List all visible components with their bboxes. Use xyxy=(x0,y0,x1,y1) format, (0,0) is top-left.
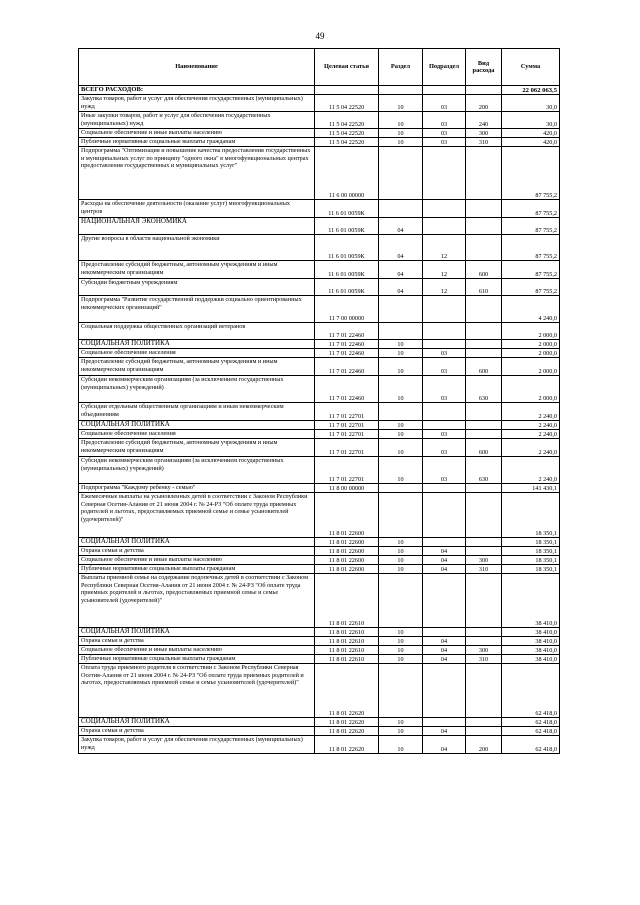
cell-section xyxy=(379,403,423,421)
cell-name: СОЦИАЛЬНАЯ ПОЛИТИКА xyxy=(79,538,315,547)
cell-target-code: 11 7 01 22701 xyxy=(315,421,379,430)
cell-sum: 2 240,0 xyxy=(502,430,560,439)
cell-expense-kind: 310 xyxy=(466,565,502,574)
header-name: Наименование xyxy=(79,49,315,86)
cell-expense-kind xyxy=(466,727,502,736)
cell-expense-kind xyxy=(466,628,502,637)
cell-expense-kind xyxy=(466,484,502,493)
table-row xyxy=(79,138,560,147)
cell-section: 10 xyxy=(379,349,423,358)
cell-target-code: 11 8 01 22610 xyxy=(315,628,379,637)
table-row xyxy=(79,484,560,493)
cell-section: 10 xyxy=(379,138,423,147)
cell-sum: 18 350,1 xyxy=(502,565,560,574)
cell-section: 10 xyxy=(379,439,423,457)
table-row xyxy=(79,261,560,279)
cell-target-code: 11 6 01 0059К xyxy=(315,200,379,218)
cell-target-code: 11 7 01 22701 xyxy=(315,439,379,457)
table-row xyxy=(79,112,560,129)
cell-subsection xyxy=(423,538,466,547)
cell-subsection: 12 xyxy=(423,235,466,261)
cell-expense-kind xyxy=(466,637,502,646)
cell-name: Социальное обеспечение населения xyxy=(79,349,315,358)
cell-expense-kind: 630 xyxy=(466,376,502,403)
cell-target-code: 11 8 01 22610 xyxy=(315,637,379,646)
cell-subsection xyxy=(423,628,466,637)
table-row xyxy=(79,279,560,296)
table-row xyxy=(79,439,560,457)
cell-expense-kind xyxy=(466,493,502,538)
table-row xyxy=(79,637,560,646)
cell-name: Закупка товаров, работ и услуг для обеспечения государственных (муниципальных) нужд xyxy=(79,95,315,112)
cell-target-code: 11 8 01 22600 xyxy=(315,547,379,556)
cell-name: Публичные нормативные социальные выплаты гражданам xyxy=(79,138,315,147)
cell-name: Субсидии отдельным общественным организациям и иным некоммерческим объединениям xyxy=(79,403,315,421)
table-row xyxy=(79,86,560,95)
cell-expense-kind: 600 xyxy=(466,439,502,457)
header-kind: Вид расхода xyxy=(466,49,502,86)
cell-sum: 18 350,1 xyxy=(502,547,560,556)
cell-target-code: 11 6 01 0059К xyxy=(315,279,379,296)
cell-section: 04 xyxy=(379,218,423,235)
cell-sum: 2 000,0 xyxy=(502,340,560,349)
cell-section xyxy=(379,296,423,323)
cell-target-code: 11 7 00 00000 xyxy=(315,296,379,323)
cell-section: 10 xyxy=(379,112,423,129)
cell-target-code: 11 8 00 00000 xyxy=(315,484,379,493)
cell-subsection: 04 xyxy=(423,565,466,574)
cell-sum: 87 755,2 xyxy=(502,218,560,235)
cell-sum: 420,0 xyxy=(502,129,560,138)
table-row xyxy=(79,718,560,727)
cell-subsection xyxy=(423,86,466,95)
cell-target-code: 11 8 01 22610 xyxy=(315,574,379,628)
cell-section xyxy=(379,200,423,218)
cell-name: СОЦИАЛЬНАЯ ПОЛИТИКА xyxy=(79,718,315,727)
cell-subsection: 03 xyxy=(423,439,466,457)
cell-target-code: 11 5 04 22520 xyxy=(315,129,379,138)
cell-subsection xyxy=(423,403,466,421)
cell-subsection: 03 xyxy=(423,129,466,138)
cell-subsection: 12 xyxy=(423,279,466,296)
cell-name: Оплата труда приемного родителя в соответствии с Законом Республики Северная Осетия-Алания от 21 июня 2004 г. № 24-РЗ "Об оплате труда приемных родителей и льготах, предоставляемых приемной семье и семье усыновителей (удочерителей)" xyxy=(79,664,315,718)
table-row xyxy=(79,218,560,235)
table-row xyxy=(79,349,560,358)
cell-name: Выплаты приемной семье на содержание подопечных детей в соответствии с Законом Республики Северная Осетия-Алания от 21 июня 2004 г. № 24-РЗ "Об оплате труда приемных родителей и льготах, предоставляемых приемной семье и семье усыновителей (удочерителей)" xyxy=(79,574,315,628)
cell-name: СОЦИАЛЬНАЯ ПОЛИТИКА xyxy=(79,628,315,637)
cell-subsection: 03 xyxy=(423,376,466,403)
table-body xyxy=(79,86,560,754)
cell-target-code: 11 6 01 0059К xyxy=(315,261,379,279)
cell-section: 10 xyxy=(379,376,423,403)
cell-name: Социальная поддержка общественных организаций ветеранов xyxy=(79,323,315,340)
table-row xyxy=(79,200,560,218)
cell-expense-kind: 300 xyxy=(466,646,502,655)
cell-expense-kind xyxy=(466,574,502,628)
cell-expense-kind xyxy=(466,235,502,261)
header-code: Целевая статья xyxy=(315,49,379,86)
cell-expense-kind: 300 xyxy=(466,129,502,138)
cell-sum: 2 000,0 xyxy=(502,323,560,340)
cell-expense-kind xyxy=(466,349,502,358)
cell-subsection xyxy=(423,574,466,628)
table-row xyxy=(79,376,560,403)
cell-expense-kind xyxy=(466,147,502,200)
cell-section xyxy=(379,147,423,200)
cell-subsection xyxy=(423,340,466,349)
cell-target-code: 11 7 01 22701 xyxy=(315,430,379,439)
cell-section: 10 xyxy=(379,556,423,565)
cell-sum: 2 240,0 xyxy=(502,439,560,457)
cell-section: 10 xyxy=(379,565,423,574)
cell-section: 04 xyxy=(379,235,423,261)
cell-name: Подпрограмма "Развитие государственной поддержки социально ориентированных некоммерческих организаций" xyxy=(79,296,315,323)
cell-expense-kind: 600 xyxy=(466,261,502,279)
cell-section: 04 xyxy=(379,279,423,296)
table-row xyxy=(79,147,560,200)
cell-subsection: 04 xyxy=(423,637,466,646)
cell-section: 10 xyxy=(379,129,423,138)
table-row xyxy=(79,565,560,574)
cell-name: Закупка товаров, работ и услуг для обеспечения государственных (муниципальных) нужд xyxy=(79,736,315,754)
cell-name: Подпрограмма "Каждому ребенку - семью" xyxy=(79,484,315,493)
cell-sum: 4 240,0 xyxy=(502,296,560,323)
cell-expense-kind xyxy=(466,296,502,323)
cell-section: 10 xyxy=(379,628,423,637)
cell-subsection xyxy=(423,484,466,493)
header-sum: Сумма xyxy=(502,49,560,86)
cell-section: 10 xyxy=(379,637,423,646)
cell-sum: 38 410,0 xyxy=(502,574,560,628)
cell-target-code: 11 8 01 22600 xyxy=(315,538,379,547)
cell-subsection xyxy=(423,664,466,718)
cell-section: 10 xyxy=(379,430,423,439)
cell-section: 10 xyxy=(379,736,423,754)
cell-name: Подпрограмма "Оптимизация и повышение качества предоставления государственных и муниципальных услуг по принципу "одного окна" в многофункциональных центрах предоставления государственных и муниципальных услуг" xyxy=(79,147,315,200)
cell-name: Расходы на обеспечение деятельности (оказание услуг) многофункциональных центров xyxy=(79,200,315,218)
cell-section: 10 xyxy=(379,457,423,484)
cell-target-code xyxy=(315,86,379,95)
cell-section: 10 xyxy=(379,547,423,556)
cell-subsection xyxy=(423,200,466,218)
cell-target-code: 11 7 01 22460 xyxy=(315,376,379,403)
cell-subsection xyxy=(423,718,466,727)
cell-subsection: 04 xyxy=(423,736,466,754)
cell-expense-kind: 610 xyxy=(466,279,502,296)
cell-sum: 2 000,0 xyxy=(502,358,560,376)
cell-name: Охрана семьи и детства xyxy=(79,727,315,736)
cell-section xyxy=(379,484,423,493)
cell-subsection xyxy=(423,218,466,235)
cell-sum: 87 755,2 xyxy=(502,200,560,218)
cell-section: 10 xyxy=(379,421,423,430)
cell-subsection: 03 xyxy=(423,457,466,484)
cell-target-code: 11 5 04 22520 xyxy=(315,112,379,129)
cell-target-code: 11 8 01 22620 xyxy=(315,718,379,727)
cell-name: Субсидии некоммерческим организациям (за исключением государственных (муниципальных) учреждений) xyxy=(79,457,315,484)
table-row xyxy=(79,556,560,565)
cell-subsection: 04 xyxy=(423,556,466,565)
table-header-row xyxy=(79,49,560,86)
cell-expense-kind xyxy=(466,547,502,556)
cell-target-code: 11 7 01 22701 xyxy=(315,457,379,484)
cell-sum: 2 240,0 xyxy=(502,403,560,421)
cell-expense-kind xyxy=(466,421,502,430)
cell-sum: 18 350,1 xyxy=(502,493,560,538)
table-row xyxy=(79,430,560,439)
table-row xyxy=(79,235,560,261)
cell-subsection xyxy=(423,421,466,430)
cell-target-code: 11 8 01 22620 xyxy=(315,736,379,754)
cell-subsection: 03 xyxy=(423,430,466,439)
cell-expense-kind xyxy=(466,218,502,235)
cell-section: 10 xyxy=(379,727,423,736)
cell-target-code: 11 5 04 22520 xyxy=(315,95,379,112)
cell-sum: 38 410,0 xyxy=(502,646,560,655)
cell-expense-kind xyxy=(466,340,502,349)
cell-target-code: 11 8 01 22610 xyxy=(315,655,379,664)
cell-name: Предоставление субсидий бюджетным, автономным учреждениям и иным некоммерческим организациям xyxy=(79,261,315,279)
cell-subsection: 03 xyxy=(423,138,466,147)
cell-sum: 141 430,1 xyxy=(502,484,560,493)
cell-sum: 87 755,2 xyxy=(502,147,560,200)
cell-target-code: 11 8 01 22610 xyxy=(315,646,379,655)
cell-sum: 38 410,0 xyxy=(502,655,560,664)
cell-name: Социальное обеспечение и иные выплаты населению xyxy=(79,556,315,565)
table-row xyxy=(79,547,560,556)
table-row xyxy=(79,129,560,138)
cell-expense-kind xyxy=(466,86,502,95)
table-row xyxy=(79,646,560,655)
cell-section: 10 xyxy=(379,358,423,376)
cell-sum: 2 000,0 xyxy=(502,376,560,403)
table-row xyxy=(79,95,560,112)
table-row xyxy=(79,538,560,547)
cell-subsection: 04 xyxy=(423,547,466,556)
cell-sum: 420,0 xyxy=(502,138,560,147)
cell-expense-kind xyxy=(466,403,502,421)
cell-sum: 38 410,0 xyxy=(502,628,560,637)
cell-name: Иные закупки товаров, работ и услуг для обеспечения государственных (муниципальных) нужд xyxy=(79,112,315,129)
cell-subsection xyxy=(423,147,466,200)
cell-name: Социальное обеспечение и иные выплаты населению xyxy=(79,129,315,138)
header-section: Раздел xyxy=(379,49,423,86)
cell-name: Ежемесячные выплаты на усыновленных детей в соответствии с Законом Республики Северная Осетия-Алания от 21 июня 2004 г. № 24-РЗ "Об оплате труда приемных родителей и льготах, предоставляемых приемной семье и семье усыновителей (удочерителей)" xyxy=(79,493,315,538)
cell-section xyxy=(379,664,423,718)
table-row xyxy=(79,736,560,754)
cell-expense-kind: 310 xyxy=(466,138,502,147)
cell-name: Другие вопросы в области национальной экономики xyxy=(79,235,315,261)
cell-sum: 38 410,0 xyxy=(502,637,560,646)
cell-target-code: 11 7 01 22701 xyxy=(315,403,379,421)
cell-subsection: 12 xyxy=(423,261,466,279)
cell-section: 10 xyxy=(379,538,423,547)
cell-sum: 87 755,2 xyxy=(502,261,560,279)
cell-name: Предоставление субсидий бюджетным, автономным учреждениям и иным некоммерческим организациям xyxy=(79,358,315,376)
cell-subsection: 03 xyxy=(423,112,466,129)
cell-section xyxy=(379,86,423,95)
cell-sum: 22 062 063,5 xyxy=(502,86,560,95)
cell-name: Социальное обеспечение населения xyxy=(79,430,315,439)
cell-subsection xyxy=(423,296,466,323)
cell-subsection: 03 xyxy=(423,358,466,376)
table-row xyxy=(79,655,560,664)
table-row xyxy=(79,727,560,736)
cell-expense-kind: 630 xyxy=(466,457,502,484)
cell-name: Предоставление субсидий бюджетным, автономным учреждениям и иным некоммерческим организациям xyxy=(79,439,315,457)
cell-name: Публичные нормативные социальные выплаты гражданам xyxy=(79,655,315,664)
table-row xyxy=(79,323,560,340)
cell-subsection: 03 xyxy=(423,95,466,112)
cell-section xyxy=(379,574,423,628)
cell-sum: 18 350,1 xyxy=(502,556,560,565)
cell-name: Охрана семьи и детства xyxy=(79,547,315,556)
cell-expense-kind: 600 xyxy=(466,358,502,376)
table-row xyxy=(79,664,560,718)
cell-section: 10 xyxy=(379,340,423,349)
cell-subsection: 03 xyxy=(423,349,466,358)
cell-target-code: 11 8 01 22620 xyxy=(315,727,379,736)
cell-target-code: 11 6 01 0059К xyxy=(315,218,379,235)
cell-expense-kind: 300 xyxy=(466,556,502,565)
table-row xyxy=(79,574,560,628)
cell-name: СОЦИАЛЬНАЯ ПОЛИТИКА xyxy=(79,340,315,349)
cell-target-code: 11 7 01 22460 xyxy=(315,323,379,340)
cell-target-code: 11 8 01 22600 xyxy=(315,556,379,565)
table-row xyxy=(79,340,560,349)
table-row xyxy=(79,358,560,376)
cell-expense-kind xyxy=(466,538,502,547)
cell-target-code: 11 5 04 22520 xyxy=(315,138,379,147)
cell-expense-kind xyxy=(466,718,502,727)
table-row xyxy=(79,296,560,323)
cell-section xyxy=(379,323,423,340)
cell-sum: 2 240,0 xyxy=(502,457,560,484)
cell-target-code: 11 6 00 00000 xyxy=(315,147,379,200)
table-row xyxy=(79,421,560,430)
cell-section: 04 xyxy=(379,261,423,279)
cell-name: ВСЕГО РАСХОДОВ: xyxy=(79,86,315,95)
cell-target-code: 11 6 01 0059К xyxy=(315,235,379,261)
cell-target-code: 11 7 01 22460 xyxy=(315,340,379,349)
cell-section: 10 xyxy=(379,718,423,727)
cell-name: Публичные нормативные социальные выплаты гражданам xyxy=(79,565,315,574)
cell-subsection: 04 xyxy=(423,646,466,655)
cell-section: 10 xyxy=(379,95,423,112)
cell-sum: 2 000,0 xyxy=(502,349,560,358)
cell-sum: 62 418,0 xyxy=(502,718,560,727)
cell-name: Социальное обеспечение и иные выплаты населению xyxy=(79,646,315,655)
cell-target-code: 11 7 01 22460 xyxy=(315,349,379,358)
cell-sum: 62 418,0 xyxy=(502,736,560,754)
cell-sum: 62 418,0 xyxy=(502,727,560,736)
cell-expense-kind: 310 xyxy=(466,655,502,664)
cell-target-code: 11 7 01 22460 xyxy=(315,358,379,376)
cell-sum: 87 755,2 xyxy=(502,235,560,261)
cell-target-code: 11 8 01 22600 xyxy=(315,493,379,538)
cell-target-code: 11 8 01 22620 xyxy=(315,664,379,718)
cell-name: Охрана семьи и детства xyxy=(79,637,315,646)
cell-expense-kind: 240 xyxy=(466,112,502,129)
cell-expense-kind: 200 xyxy=(466,736,502,754)
cell-target-code: 11 8 01 22600 xyxy=(315,565,379,574)
header-subsection: Подраздел xyxy=(423,49,466,86)
cell-expense-kind xyxy=(466,200,502,218)
cell-name: Субсидии некоммерческим организациям (за исключением государственных (муниципальных) учреждений) xyxy=(79,376,315,403)
cell-name: Субсидии бюджетным учреждениям xyxy=(79,279,315,296)
cell-section: 10 xyxy=(379,646,423,655)
cell-subsection: 04 xyxy=(423,727,466,736)
cell-section xyxy=(379,493,423,538)
cell-expense-kind xyxy=(466,323,502,340)
cell-expense-kind xyxy=(466,664,502,718)
table-row xyxy=(79,457,560,484)
cell-name: СОЦИАЛЬНАЯ ПОЛИТИКА xyxy=(79,421,315,430)
cell-sum: 18 350,1 xyxy=(502,538,560,547)
cell-sum: 30,0 xyxy=(502,95,560,112)
table-row xyxy=(79,628,560,637)
cell-subsection xyxy=(423,323,466,340)
cell-subsection: 04 xyxy=(423,655,466,664)
cell-expense-kind xyxy=(466,430,502,439)
cell-sum: 87 755,2 xyxy=(502,279,560,296)
cell-section: 10 xyxy=(379,655,423,664)
budget-table xyxy=(78,48,560,754)
cell-expense-kind: 200 xyxy=(466,95,502,112)
cell-sum: 62 418,0 xyxy=(502,664,560,718)
table-row xyxy=(79,403,560,421)
cell-name: НАЦИОНАЛЬНАЯ ЭКОНОМИКА xyxy=(79,218,315,235)
table-row xyxy=(79,493,560,538)
cell-sum: 30,0 xyxy=(502,112,560,129)
page-number: 49 xyxy=(315,31,325,41)
cell-subsection xyxy=(423,493,466,538)
cell-sum: 2 240,0 xyxy=(502,421,560,430)
